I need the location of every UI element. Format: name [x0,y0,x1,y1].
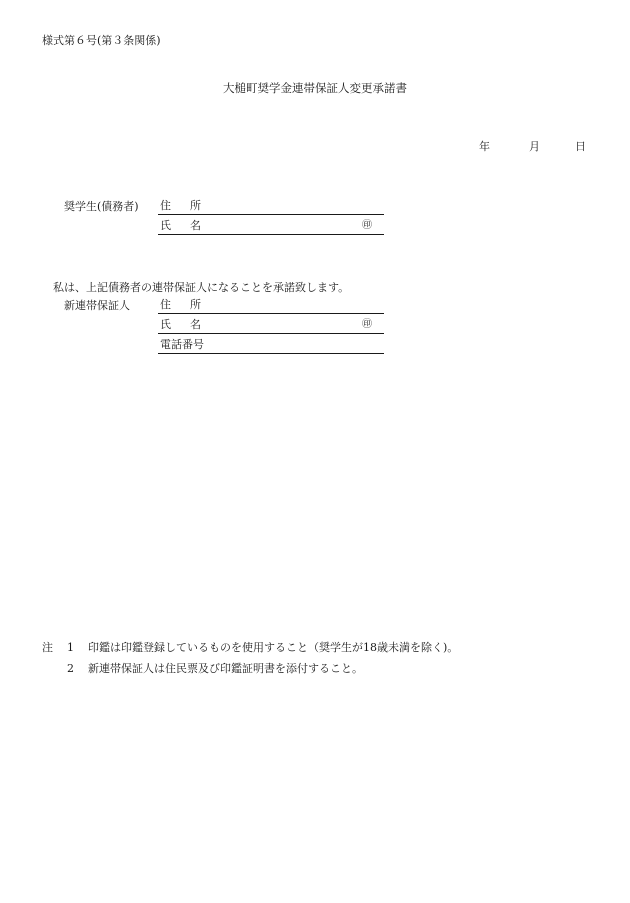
guarantor-phone-field[interactable] [158,338,384,354]
guarantor-heading: 新連帯保証人 [64,299,130,312]
form-number: 様式第６号(第３条関係) [42,34,161,47]
note-text: 新連帯保証人は住民票及び印鑑証明書を添付すること。 [88,662,363,675]
note-text: 印鑑は印鑑登録しているものを使用すること（奨学生が18歳未満を除く)。 [88,641,459,654]
guarantor-name-label: 氏名 [160,318,220,331]
scholar-address-label: 住所 [160,199,220,212]
guarantor-seal-mark: ㊞ [362,319,372,330]
date-year-label: 年 [479,140,490,153]
guarantor-name-field[interactable] [158,318,384,334]
scholar-name-field[interactable] [158,219,384,235]
consent-statement: 私は、上記債務者の連帯保証人になることを承諾致します。 [53,281,350,294]
guarantor-phone-label: 電話番号 [160,338,204,351]
note-number: 1 [67,641,74,654]
scholar-name-label: 氏名 [160,219,220,232]
guarantor-address-label: 住所 [160,298,220,311]
document-title: 大槌町奨学金連帯保証人変更承諾書 [223,81,407,95]
scholar-address-field[interactable] [158,199,384,215]
note-number: 2 [67,662,74,675]
scholar-heading: 奨学生(債務者) [64,200,139,213]
guarantor-address-field[interactable] [158,298,384,314]
notes-mark: 注 [42,641,53,654]
date-day-label: 日 [575,140,586,153]
scholar-seal-mark: ㊞ [362,220,372,231]
date-month-label: 月 [529,140,540,153]
